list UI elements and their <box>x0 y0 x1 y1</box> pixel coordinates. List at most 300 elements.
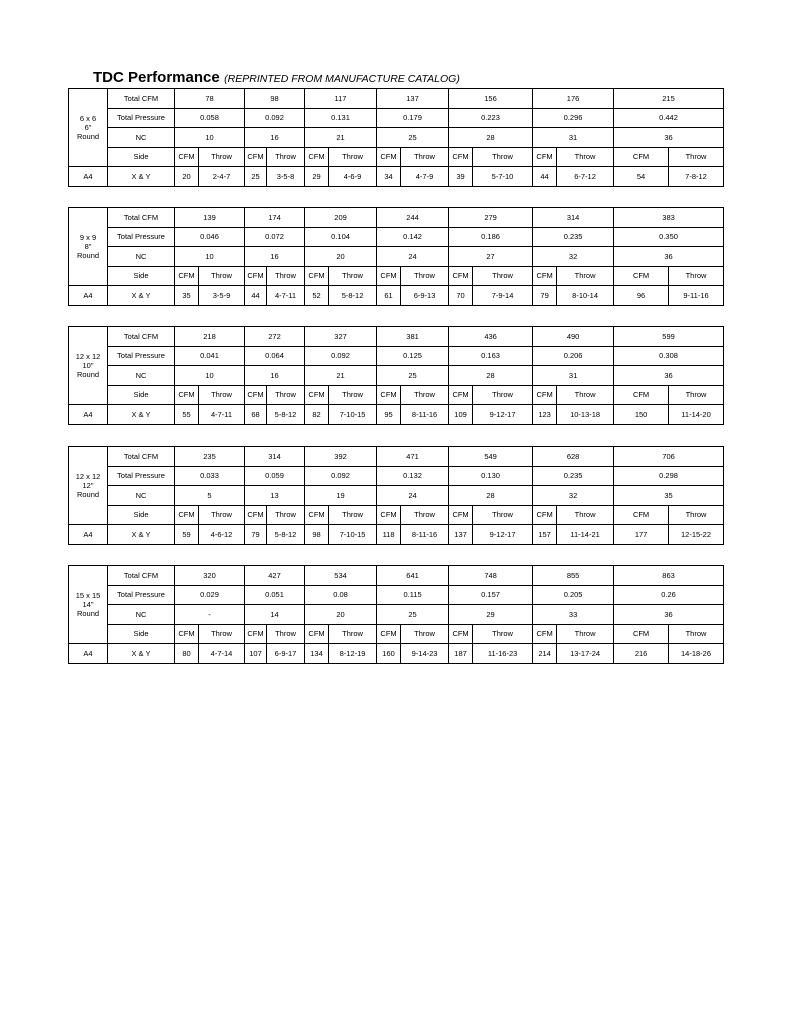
row-label-side: Side <box>108 385 175 405</box>
total-pressure-value: 0.115 <box>377 585 449 605</box>
nc-value: 24 <box>377 247 449 267</box>
total-cfm-value: 863 <box>614 566 724 586</box>
side-cfm-value: 187 <box>449 644 473 664</box>
performance-table <box>68 326 724 425</box>
nc-value: 14 <box>245 605 305 625</box>
column-header-throw: Throw <box>329 505 377 525</box>
column-header-cfm: CFM <box>449 266 473 286</box>
total-pressure-value: 0.051 <box>245 585 305 605</box>
column-header-cfm: CFM <box>533 266 557 286</box>
row-label-nc: NC <box>108 247 175 267</box>
throw-value: 11-14-21 <box>557 525 614 545</box>
nc-row <box>69 486 724 506</box>
nc-value: 25 <box>377 128 449 148</box>
total-pressure-value: 0.058 <box>175 108 245 128</box>
total-pressure-value: 0.142 <box>377 227 449 247</box>
total-cfm-value: 471 <box>377 447 449 467</box>
side-cfm-value: 95 <box>377 405 401 425</box>
total-cfm-value: 748 <box>449 566 533 586</box>
total-pressure-value: 0.206 <box>533 346 614 366</box>
side-cfm-value: 160 <box>377 644 401 664</box>
row-label-total-pressure: Total Pressure <box>108 466 175 486</box>
side-cfm-value: 150 <box>614 405 669 425</box>
nc-value: 10 <box>175 247 245 267</box>
model-round-label: Round <box>76 609 100 618</box>
total-cfm-value: 314 <box>245 447 305 467</box>
side-cfm-value: 79 <box>533 286 557 306</box>
side-cfm-value: 216 <box>614 644 669 664</box>
model-size: 9 x 9 <box>79 233 97 242</box>
throw-value: 4-6-9 <box>329 167 377 187</box>
row-label-total-cfm: Total CFM <box>108 447 175 467</box>
throw-value: 3-5-8 <box>267 167 305 187</box>
column-header-throw: Throw <box>669 147 724 167</box>
model-round-label: Round <box>76 251 100 260</box>
side-value-cell: X & Y <box>108 405 175 425</box>
total-cfm-value: 599 <box>614 327 724 347</box>
column-header-throw: Throw <box>329 624 377 644</box>
throw-value: 8-10-14 <box>557 286 614 306</box>
column-header-throw: Throw <box>669 266 724 286</box>
side-cfm-value: 35 <box>175 286 199 306</box>
pressure-row <box>69 108 724 128</box>
total-cfm-value: 436 <box>449 327 533 347</box>
total-pressure-value: 0.298 <box>614 466 724 486</box>
side-cfm-value: 20 <box>175 167 199 187</box>
throw-value: 6-9-17 <box>267 644 305 664</box>
column-header-throw: Throw <box>557 385 614 405</box>
total-pressure-value: 0.26 <box>614 585 724 605</box>
total-cfm-value: 706 <box>614 447 724 467</box>
pattern-cell: A4 <box>69 525 108 545</box>
column-header-cfm: CFM <box>377 505 401 525</box>
throw-value: 9-12-17 <box>473 525 533 545</box>
model-round-size: 14" <box>82 600 94 609</box>
nc-value: 31 <box>533 128 614 148</box>
side-header-row <box>69 624 724 644</box>
side-cfm-value: 55 <box>175 405 199 425</box>
pressure-row <box>69 346 724 366</box>
side-cfm-value: 98 <box>305 525 329 545</box>
side-cfm-value: 134 <box>305 644 329 664</box>
total-cfm-value: 534 <box>305 566 377 586</box>
column-header-throw: Throw <box>473 624 533 644</box>
side-value-cell: X & Y <box>108 167 175 187</box>
throw-value: 9-14-23 <box>401 644 449 664</box>
column-header-throw: Throw <box>401 266 449 286</box>
side-cfm-value: 70 <box>449 286 473 306</box>
column-header-throw: Throw <box>473 385 533 405</box>
row-label-total-pressure: Total Pressure <box>108 108 175 128</box>
column-header-cfm: CFM <box>449 385 473 405</box>
nc-value: 36 <box>614 605 724 625</box>
nc-value: 10 <box>175 128 245 148</box>
total-pressure-value: 0.223 <box>449 108 533 128</box>
nc-value: - <box>175 605 245 625</box>
throw-value: 9-12-17 <box>473 405 533 425</box>
total-pressure-value: 0.033 <box>175 466 245 486</box>
nc-value: 31 <box>533 366 614 386</box>
nc-value: 21 <box>305 128 377 148</box>
nc-row <box>69 605 724 625</box>
side-value-cell: X & Y <box>108 286 175 306</box>
side-cfm-value: 118 <box>377 525 401 545</box>
side-cfm-value: 25 <box>245 167 267 187</box>
total-cfm-value: 156 <box>449 89 533 109</box>
side-cfm-value: 214 <box>533 644 557 664</box>
total-cfm-value: 327 <box>305 327 377 347</box>
column-header-cfm: CFM <box>245 385 267 405</box>
row-label-total-cfm: Total CFM <box>108 89 175 109</box>
side-cfm-value: 54 <box>614 167 669 187</box>
column-header-throw: Throw <box>401 147 449 167</box>
throw-value: 4-7-14 <box>199 644 245 664</box>
side-cfm-value: 96 <box>614 286 669 306</box>
total-pressure-value: 0.059 <box>245 466 305 486</box>
side-cfm-value: 34 <box>377 167 401 187</box>
model-size: 15 x 15 <box>75 591 101 600</box>
data-row <box>69 405 724 425</box>
throw-value: 6-7-12 <box>557 167 614 187</box>
row-label-nc: NC <box>108 366 175 386</box>
nc-value: 19 <box>305 486 377 506</box>
total-cfm-value: 628 <box>533 447 614 467</box>
total-cfm-value: 314 <box>533 208 614 228</box>
side-cfm-value: 39 <box>449 167 473 187</box>
page-title: TDC Performance <box>93 69 220 86</box>
model-cell <box>69 447 108 525</box>
side-cfm-value: 109 <box>449 405 473 425</box>
throw-value: 10-13-18 <box>557 405 614 425</box>
total-cfm-value: 218 <box>175 327 245 347</box>
side-cfm-value: 61 <box>377 286 401 306</box>
row-label-total-cfm: Total CFM <box>108 208 175 228</box>
model-round-size: 12" <box>82 481 94 490</box>
total-pressure-value: 0.092 <box>305 466 377 486</box>
throw-value: 8-11-16 <box>401 525 449 545</box>
side-header-row <box>69 266 724 286</box>
column-header-throw: Throw <box>267 147 305 167</box>
total-cfm-value: 215 <box>614 89 724 109</box>
row-label-total-pressure: Total Pressure <box>108 227 175 247</box>
nc-value: 13 <box>245 486 305 506</box>
column-header-throw: Throw <box>199 385 245 405</box>
total-pressure-value: 0.157 <box>449 585 533 605</box>
side-cfm-value: 59 <box>175 525 199 545</box>
total-pressure-value: 0.179 <box>377 108 449 128</box>
model-size: 6 x 6 <box>79 114 97 123</box>
side-header-row <box>69 505 724 525</box>
column-header-throw: Throw <box>267 624 305 644</box>
column-header-cfm: CFM <box>449 624 473 644</box>
column-header-throw: Throw <box>557 624 614 644</box>
throw-value: 14-18-26 <box>669 644 724 664</box>
row-label-total-pressure: Total Pressure <box>108 346 175 366</box>
row-label-nc: NC <box>108 128 175 148</box>
column-header-cfm: CFM <box>377 147 401 167</box>
side-value-cell: X & Y <box>108 644 175 664</box>
cfm-row <box>69 327 724 347</box>
total-pressure-value: 0.131 <box>305 108 377 128</box>
total-cfm-value: 392 <box>305 447 377 467</box>
column-header-cfm: CFM <box>175 266 199 286</box>
column-header-cfm: CFM <box>175 385 199 405</box>
total-pressure-value: 0.046 <box>175 227 245 247</box>
row-label-side: Side <box>108 266 175 286</box>
total-cfm-value: 235 <box>175 447 245 467</box>
model-size: 12 x 12 <box>75 352 101 361</box>
total-cfm-value: 174 <box>245 208 305 228</box>
column-header-throw: Throw <box>557 505 614 525</box>
column-header-throw: Throw <box>473 147 533 167</box>
model-cell <box>69 89 108 167</box>
model-round-label: Round <box>76 370 100 379</box>
total-cfm-value: 855 <box>533 566 614 586</box>
cfm-row <box>69 447 724 467</box>
data-row <box>69 525 724 545</box>
throw-value: 7-10-15 <box>329 405 377 425</box>
column-header-cfm: CFM <box>175 147 199 167</box>
throw-value: 5-8-12 <box>267 525 305 545</box>
total-cfm-value: 549 <box>449 447 533 467</box>
nc-row <box>69 247 724 267</box>
total-pressure-value: 0.308 <box>614 346 724 366</box>
nc-value: 35 <box>614 486 724 506</box>
total-pressure-value: 0.235 <box>533 227 614 247</box>
throw-value: 4-7-9 <box>401 167 449 187</box>
throw-value: 8-11-16 <box>401 405 449 425</box>
throw-value: 5-8-12 <box>329 286 377 306</box>
cfm-row <box>69 89 724 109</box>
total-pressure-value: 0.072 <box>245 227 305 247</box>
nc-value: 33 <box>533 605 614 625</box>
total-cfm-value: 176 <box>533 89 614 109</box>
nc-value: 16 <box>245 128 305 148</box>
data-row <box>69 644 724 664</box>
nc-value: 29 <box>449 605 533 625</box>
column-header-throw: Throw <box>199 266 245 286</box>
column-header-cfm: CFM <box>305 266 329 286</box>
throw-value: 3-5-9 <box>199 286 245 306</box>
throw-value: 4-7-11 <box>199 405 245 425</box>
nc-value: 5 <box>175 486 245 506</box>
column-header-cfm: CFM <box>377 624 401 644</box>
nc-row <box>69 366 724 386</box>
page-subtitle: (REPRINTED FROM MANUFACTURE CATALOG) <box>224 73 460 85</box>
total-pressure-value: 0.350 <box>614 227 724 247</box>
column-header-cfm: CFM <box>614 147 669 167</box>
column-header-throw: Throw <box>557 266 614 286</box>
pattern-cell: A4 <box>69 644 108 664</box>
column-header-throw: Throw <box>329 385 377 405</box>
column-header-cfm: CFM <box>377 385 401 405</box>
total-pressure-value: 0.235 <box>533 466 614 486</box>
column-header-cfm: CFM <box>175 505 199 525</box>
column-header-cfm: CFM <box>533 505 557 525</box>
model-cell <box>69 327 108 405</box>
column-header-cfm: CFM <box>175 624 199 644</box>
cfm-row <box>69 566 724 586</box>
pressure-row <box>69 227 724 247</box>
model-round-label: Round <box>76 490 100 499</box>
column-header-cfm: CFM <box>305 147 329 167</box>
performance-table <box>68 207 724 306</box>
column-header-throw: Throw <box>401 385 449 405</box>
side-cfm-value: 44 <box>533 167 557 187</box>
column-header-cfm: CFM <box>449 505 473 525</box>
total-cfm-value: 209 <box>305 208 377 228</box>
column-header-cfm: CFM <box>305 505 329 525</box>
nc-value: 32 <box>533 486 614 506</box>
throw-value: 7-10-15 <box>329 525 377 545</box>
data-row <box>69 167 724 187</box>
column-header-cfm: CFM <box>305 385 329 405</box>
pressure-row <box>69 585 724 605</box>
throw-value: 11-16-23 <box>473 644 533 664</box>
side-cfm-value: 157 <box>533 525 557 545</box>
pressure-row <box>69 466 724 486</box>
side-cfm-value: 79 <box>245 525 267 545</box>
nc-value: 10 <box>175 366 245 386</box>
throw-value: 11-14-20 <box>669 405 724 425</box>
total-cfm-value: 383 <box>614 208 724 228</box>
side-cfm-value: 52 <box>305 286 329 306</box>
nc-value: 32 <box>533 247 614 267</box>
column-header-throw: Throw <box>199 624 245 644</box>
nc-value: 21 <box>305 366 377 386</box>
nc-value: 36 <box>614 247 724 267</box>
data-row <box>69 286 724 306</box>
nc-value: 20 <box>305 247 377 267</box>
row-label-total-cfm: Total CFM <box>108 566 175 586</box>
pattern-cell: A4 <box>69 167 108 187</box>
column-header-throw: Throw <box>669 385 724 405</box>
column-header-throw: Throw <box>267 385 305 405</box>
total-pressure-value: 0.163 <box>449 346 533 366</box>
column-header-throw: Throw <box>329 147 377 167</box>
total-pressure-value: 0.442 <box>614 108 724 128</box>
nc-value: 25 <box>377 366 449 386</box>
row-label-nc: NC <box>108 486 175 506</box>
nc-value: 16 <box>245 247 305 267</box>
column-header-throw: Throw <box>473 505 533 525</box>
column-header-cfm: CFM <box>533 147 557 167</box>
column-header-cfm: CFM <box>245 624 267 644</box>
model-cell <box>69 208 108 286</box>
model-round-size: 10" <box>82 361 94 370</box>
page-heading <box>93 69 460 87</box>
model-round-size: 8" <box>84 242 92 251</box>
total-pressure-value: 0.125 <box>377 346 449 366</box>
row-label-total-pressure: Total Pressure <box>108 585 175 605</box>
row-label-side: Side <box>108 147 175 167</box>
nc-value: 25 <box>377 605 449 625</box>
throw-value: 8-12-19 <box>329 644 377 664</box>
column-header-throw: Throw <box>199 505 245 525</box>
column-header-throw: Throw <box>473 266 533 286</box>
nc-value: 24 <box>377 486 449 506</box>
nc-value: 28 <box>449 366 533 386</box>
nc-value: 28 <box>449 128 533 148</box>
total-pressure-value: 0.064 <box>245 346 305 366</box>
total-cfm-value: 490 <box>533 327 614 347</box>
side-cfm-value: 177 <box>614 525 669 545</box>
throw-value: 2-4-7 <box>199 167 245 187</box>
model-round-size: 6" <box>84 123 92 132</box>
total-pressure-value: 0.104 <box>305 227 377 247</box>
total-pressure-value: 0.205 <box>533 585 614 605</box>
total-cfm-value: 272 <box>245 327 305 347</box>
column-header-cfm: CFM <box>245 147 267 167</box>
total-cfm-value: 139 <box>175 208 245 228</box>
total-pressure-value: 0.132 <box>377 466 449 486</box>
column-header-cfm: CFM <box>533 385 557 405</box>
total-pressure-value: 0.092 <box>305 346 377 366</box>
side-cfm-value: 82 <box>305 405 329 425</box>
column-header-throw: Throw <box>199 147 245 167</box>
column-header-cfm: CFM <box>245 266 267 286</box>
column-header-throw: Throw <box>329 266 377 286</box>
throw-value: 7-8-12 <box>669 167 724 187</box>
throw-value: 4-7-11 <box>267 286 305 306</box>
throw-value: 4-6-12 <box>199 525 245 545</box>
side-cfm-value: 107 <box>245 644 267 664</box>
side-header-row <box>69 147 724 167</box>
column-header-throw: Throw <box>401 505 449 525</box>
column-header-throw: Throw <box>267 505 305 525</box>
column-header-cfm: CFM <box>377 266 401 286</box>
throw-value: 9-11-16 <box>669 286 724 306</box>
total-pressure-value: 0.029 <box>175 585 245 605</box>
model-round-label: Round <box>76 132 100 141</box>
performance-table <box>68 565 724 664</box>
side-cfm-value: 44 <box>245 286 267 306</box>
nc-value: 36 <box>614 366 724 386</box>
pattern-cell: A4 <box>69 286 108 306</box>
nc-value: 36 <box>614 128 724 148</box>
column-header-cfm: CFM <box>533 624 557 644</box>
total-cfm-value: 78 <box>175 89 245 109</box>
total-cfm-value: 320 <box>175 566 245 586</box>
side-cfm-value: 68 <box>245 405 267 425</box>
throw-value: 6-9-13 <box>401 286 449 306</box>
column-header-cfm: CFM <box>614 505 669 525</box>
row-label-side: Side <box>108 624 175 644</box>
total-pressure-value: 0.296 <box>533 108 614 128</box>
column-header-throw: Throw <box>669 505 724 525</box>
total-cfm-value: 137 <box>377 89 449 109</box>
column-header-cfm: CFM <box>305 624 329 644</box>
side-header-row <box>69 385 724 405</box>
side-value-cell: X & Y <box>108 525 175 545</box>
nc-row <box>69 128 724 148</box>
throw-value: 7-9-14 <box>473 286 533 306</box>
column-header-throw: Throw <box>267 266 305 286</box>
column-header-cfm: CFM <box>614 624 669 644</box>
performance-table <box>68 446 724 545</box>
total-cfm-value: 244 <box>377 208 449 228</box>
total-cfm-value: 641 <box>377 566 449 586</box>
side-cfm-value: 123 <box>533 405 557 425</box>
performance-table <box>68 88 724 187</box>
total-pressure-value: 0.041 <box>175 346 245 366</box>
total-pressure-value: 0.08 <box>305 585 377 605</box>
total-pressure-value: 0.186 <box>449 227 533 247</box>
total-cfm-value: 427 <box>245 566 305 586</box>
total-cfm-value: 117 <box>305 89 377 109</box>
row-label-side: Side <box>108 505 175 525</box>
throw-value: 5-7-10 <box>473 167 533 187</box>
